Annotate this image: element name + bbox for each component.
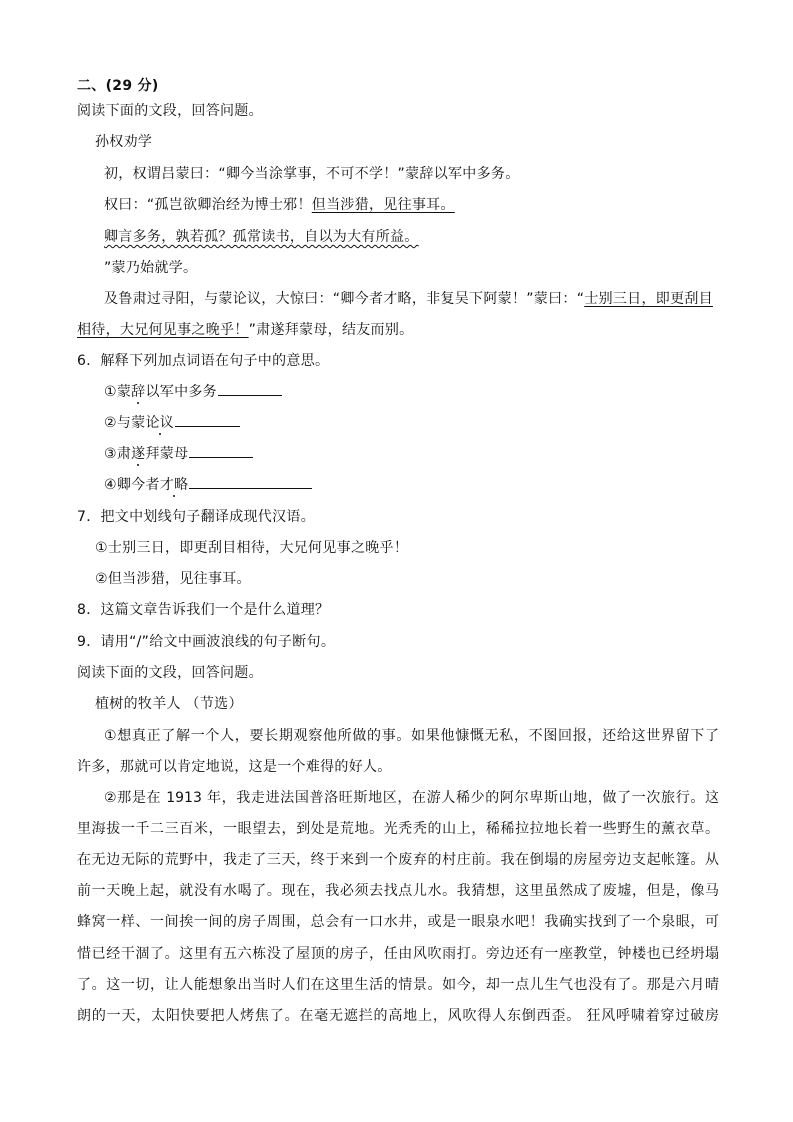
q7-sentence-2: ②但当涉猎，见往事耳。 bbox=[95, 571, 251, 587]
text2-paragraph-1-line: 许多，那就可以肯定地说，这是一个难得的好人。 bbox=[77, 759, 392, 775]
text1-p2-underlined-sentence: 但当涉猎，见往事耳。 bbox=[311, 197, 455, 213]
item-text: 以军中多务 bbox=[145, 384, 217, 400]
text2-paragraph-2-line: 朗的一天，太阳快要把人烤焦了。在毫无遮拦的高地上，风吹得人东倒西歪。 狂风呼啸着穿过破房 bbox=[77, 1008, 719, 1024]
item-number: ① bbox=[104, 384, 117, 400]
text2-paragraph-2-line: 惜已经干涸了。这里有五六栋没了屋顶的房子，任由风吹雨打。旁边还有一座教堂，钟楼也已经坍塌 bbox=[77, 946, 719, 962]
question-8: 8．这篇文章告诉我们一个是什么道理？ bbox=[77, 602, 330, 618]
text1-paragraph-2 bbox=[104, 195, 455, 215]
text2-paragraph-1-line: ①想真正了解一个人，要长期观察他所做的事。如果他慷慨无私，不图回报，还给这世界留下了 bbox=[104, 728, 719, 744]
item-number: ④ bbox=[104, 477, 117, 493]
question-9: 9．请用“/”给文中画波浪线的句子断句。 bbox=[77, 634, 336, 650]
answer-blank[interactable] bbox=[189, 443, 253, 458]
text1-p2-text: 权曰：“孤岂欲卿治经为博士邪！ bbox=[104, 197, 312, 213]
text1-paragraph-1: 初，权谓吕蒙曰：“卿今当涂掌事，不可不学！”蒙辞以军中多务。 bbox=[104, 166, 520, 182]
item-number: ② bbox=[104, 415, 117, 431]
text2-paragraph-2-line: 在无边无际的荒野中，我走了三天，终于来到一个废弃的村庄前。我在倒塌的房屋旁边支起帐篷。从 bbox=[77, 852, 719, 868]
item-number: ③ bbox=[104, 446, 117, 462]
question-7-stem: 7．把文中划线句子翻译成现代汉语。 bbox=[77, 509, 316, 525]
item-text: 肃 bbox=[116, 446, 132, 462]
q6-item-4 bbox=[104, 474, 312, 495]
text1-p5-text: 及鲁肃过寻阳，与蒙论议，大惊曰：“卿今者才略，非复吴下阿蒙！”蒙曰：“ bbox=[104, 291, 585, 307]
dotted-word: 遂 bbox=[131, 446, 146, 462]
reading-intro-2: 阅读下面的文段，回答问题。 bbox=[77, 665, 263, 681]
text1-p6-underlined-sentence: 相待，大兄何见事之晚乎！ bbox=[77, 322, 249, 338]
dotted-word: 论议 bbox=[145, 415, 175, 431]
text2-title: 植树的牧羊人 （节选） bbox=[95, 696, 243, 712]
text1-p6-text: ”肃遂拜蒙母，结友而别。 bbox=[248, 322, 414, 338]
dotted-word: 才略 bbox=[159, 477, 189, 493]
question-6-stem: 6．解释下列加点词语在句子中的意思。 bbox=[77, 353, 330, 369]
answer-blank[interactable] bbox=[175, 412, 240, 427]
text1-title: 孙权劝学 bbox=[95, 134, 153, 150]
section-title: 二、(29 分) bbox=[77, 78, 159, 94]
text1-paragraph-6 bbox=[77, 320, 413, 340]
text1-paragraph-5 bbox=[104, 289, 713, 309]
text2-paragraph-2-line: 里海拔一千二三百米，一眼望去，到处是荒地。光秃秃的山上，稀稀拉拉地长着一些野生的薰衣草。 bbox=[77, 821, 719, 837]
text1-paragraph-3-wavy: 卿言多务，孰若孤？孤常读书，自以为大有所益。 bbox=[104, 229, 419, 245]
item-text: 与蒙 bbox=[116, 415, 146, 431]
answer-blank[interactable] bbox=[189, 474, 312, 489]
text1-paragraph-4: ”蒙乃始就学。 bbox=[104, 260, 198, 276]
text1-p5-underlined-sentence: 士别三日，即更刮目 bbox=[584, 291, 713, 307]
q6-item-2 bbox=[104, 412, 240, 433]
q7-sentence-1: ①士别三日，即更刮目相待，大兄何见事之晚乎！ bbox=[95, 540, 409, 556]
text2-paragraph-2-line: 了。这一切，让人能想象出当时人们在这里生活的情景。如今，却一点儿生气也没有了。那是六月晴 bbox=[77, 977, 719, 993]
dotted-word: 辞 bbox=[131, 384, 146, 400]
answer-blank[interactable] bbox=[218, 381, 282, 396]
q6-item-3 bbox=[104, 443, 253, 464]
text2-paragraph-2-line: ②那是在 1913 年，我走进法国普洛旺斯地区，在游人稀少的阿尔卑斯山地，做了一次旅行。这 bbox=[104, 790, 719, 806]
item-text: 卿今者 bbox=[116, 477, 160, 493]
q6-item-1 bbox=[104, 381, 282, 402]
text2-paragraph-2-line: 前一天晚上起，就没有水喝了。现在，我必须去找点儿水。我猜想，这里虽然成了废墟，但是，像马 bbox=[77, 883, 719, 899]
reading-intro-1: 阅读下面的文段，回答问题。 bbox=[77, 103, 263, 119]
item-text: 蒙 bbox=[116, 384, 132, 400]
item-text: 拜蒙母 bbox=[145, 446, 189, 462]
text2-paragraph-2-line: 蜂窝一样、一间挨一间的房子周围，总会有一口水井，或是一眼泉水吧！我确实找到了一个泉眼，可 bbox=[77, 914, 719, 930]
